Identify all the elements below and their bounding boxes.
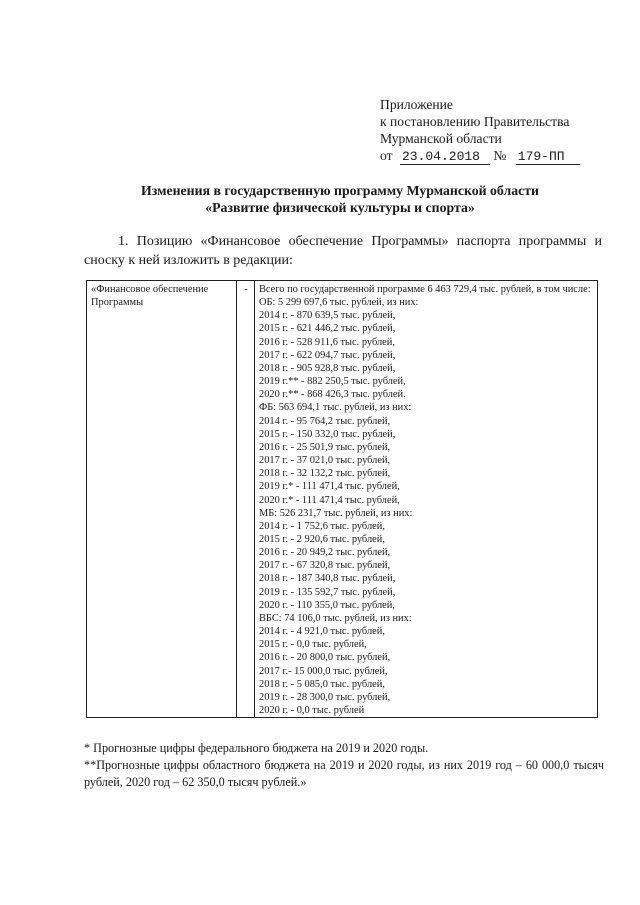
- financing-line: 2018 г. - 5 085,0 тыс. рублей,: [259, 678, 385, 690]
- financing-line: 2019 г.** - 882 250,5 тыс. рублей,: [259, 376, 406, 388]
- appendix-header: [380, 96, 620, 165]
- financing-line: 2016 г. - 20 949,2 тыс. рублей,: [259, 547, 391, 559]
- financing-details-cell: [255, 281, 598, 718]
- appendix-line-2: к постановлению Правительства: [380, 114, 570, 129]
- footnote-regional: **Прогнозные цифры областного бюджета на 2019 и 2020 годы, из них 2019 год – 60 000,0 тысяч рублей, 2020 год – 62 350,0 тысяч рублей.»: [84, 758, 604, 789]
- dash-cell: -: [237, 281, 255, 718]
- financing-line: 2017 г. - 67 320,8 тыс. рублей,: [259, 560, 391, 572]
- financing-line: 2015 г. - 0,0 тыс. рублей,: [259, 639, 367, 651]
- intro-paragraph: 1. Позицию «Финансовое обеспечение Программы» паспорта программы и сноску к ней изложить в редакции:: [84, 234, 602, 268]
- financing-line: 2018 г. - 187 340,8 тыс. рублей,: [259, 573, 396, 585]
- financing-line: 2017 г.- 15 000,0 тыс. рублей,: [259, 665, 388, 677]
- financing-line: 2017 г. - 37 021,0 тыс. рублей,: [259, 455, 391, 467]
- from-label: от: [380, 148, 393, 163]
- financing-line: 2019 г.* - 111 471,4 тыс. рублей,: [259, 481, 400, 493]
- financing-line: ВБС: 74 106,0 тыс. рублей, из них:: [259, 612, 412, 624]
- financing-line: ФБ: 563 694,1 тыс. рублей, из них:: [259, 402, 412, 414]
- financing-line: 2014 г. - 870 639,5 тыс. рублей,: [259, 310, 396, 322]
- footnotes: [84, 740, 604, 791]
- financing-label-cell: «Финансовое обеспечение Программы: [87, 281, 237, 718]
- financing-line: 2016 г. - 20 800,0 тыс. рублей,: [259, 652, 391, 664]
- financing-line: 2015 г. - 2 920,6 тыс. рублей,: [259, 533, 385, 545]
- financing-line: МБ: 526 231,7 тыс. рублей, из них:: [259, 507, 413, 519]
- financing-line: 2020 г. - 0,0 тыс. рублей: [259, 705, 365, 716]
- financing-line: 2020 г.* - 111 471,4 тыс. рублей,: [259, 494, 400, 506]
- financing-line: 2018 г. - 905 928,8 тыс. рублей,: [259, 362, 396, 374]
- financing-line: 2019 г. - 135 592,7 тыс. рублей,: [259, 586, 396, 598]
- financing-line: 2014 г. - 4 921,0 тыс. рублей,: [259, 626, 385, 638]
- decree-number: 179-ПП: [516, 150, 580, 165]
- document-title: [80, 182, 600, 216]
- appendix-line-1: Приложение: [380, 97, 453, 112]
- total-line: Всего по государственной программе 6 463 729,4 тыс. рублей, в том числе:: [259, 284, 591, 295]
- financing-line: 2015 г. - 621 446,2 тыс. рублей,: [259, 323, 396, 335]
- financing-line: 2018 г. - 32 132,2 тыс. рублей,: [259, 468, 391, 480]
- financing-line: 2016 г. - 528 911,6 тыс. рублей,: [259, 336, 395, 348]
- financing-line: 2014 г. - 95 764,2 тыс. рублей,: [259, 415, 391, 427]
- financing-line: 2020 г. - 110 355,0 тыс. рублей,: [259, 599, 395, 611]
- table-row: [87, 281, 598, 718]
- title-line-1: Изменения в государственную программу Мурманской области: [141, 183, 539, 198]
- financing-line: 2020 г.** - 868 426,3 тыс. рублей.: [259, 389, 406, 401]
- number-label: №: [493, 148, 507, 163]
- financing-line: 2017 г. - 622 094,7 тыс. рублей,: [259, 349, 396, 361]
- financing-line: ОБ: 5 299 697,6 тыс. рублей, из них:: [259, 297, 419, 309]
- appendix-line-3: Мурманской области: [380, 131, 502, 146]
- footnote-federal: * Прогнозные цифры федерального бюджета на 2019 и 2020 годы.: [84, 741, 429, 755]
- financing-line: 2016 г. - 25 501,9 тыс. рублей,: [259, 441, 391, 453]
- appendix-date-line: [380, 147, 620, 165]
- financing-line: 2014 г. - 1 752,6 тыс. рублей,: [259, 520, 385, 532]
- financing-line: 2019 г. - 28 300,0 тыс. рублей,: [259, 691, 391, 703]
- title-line-2: «Развитие физической культуры и спорта»: [205, 200, 475, 215]
- financing-table: [86, 280, 598, 718]
- financing-lines: [259, 296, 594, 717]
- financing-line: 2015 г. - 150 332,0 тыс. рублей,: [259, 428, 396, 440]
- decree-date: 23.04.2018: [400, 150, 490, 165]
